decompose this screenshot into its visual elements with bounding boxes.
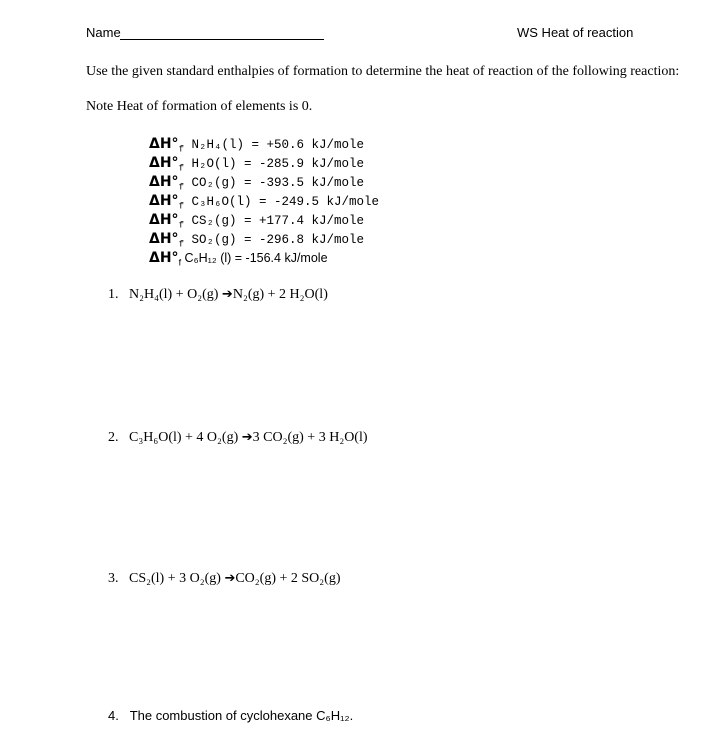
enthalpy-row: $\Delta H^\circ_f$ C₃H₆O(l) = -249.5 kJ/mole bbox=[149, 193, 380, 212]
enthalpy-value: = +177.4 kJ/mole bbox=[236, 214, 365, 228]
enthalpy-row: $\Delta H^\circ_f$ CO₂(g) = -393.5 kJ/mole bbox=[149, 174, 365, 193]
enthalpy-compound: CS₂(g) bbox=[191, 214, 237, 228]
reaction-arrow-icon: ➔ bbox=[221, 287, 233, 302]
enthalpy-compound: C₃H₆O(l) bbox=[191, 195, 252, 209]
enthalpy-row: $\Delta H^\circ_f$ CS₂(g) = +177.4 kJ/mole bbox=[149, 212, 365, 231]
enthalpy-value: = +50.6 kJ/mole bbox=[244, 138, 365, 152]
worksheet-title: WS Heat of reaction bbox=[517, 25, 634, 40]
instruction-text: Use the given standard enthalpies of formation to determine the heat of reaction of the following reaction: bbox=[86, 64, 680, 79]
note-text: Note Heat of formation of elements is 0. bbox=[86, 99, 313, 114]
reaction-arrow-icon: ➔ bbox=[224, 571, 236, 586]
name-blank-line[interactable] bbox=[120, 39, 324, 40]
products: CO₂(g) + 2 SO₂(g) bbox=[235, 571, 341, 586]
enthalpy-value: = -296.8 kJ/mole bbox=[236, 233, 365, 247]
enthalpy-value: = -285.9 kJ/mole bbox=[236, 157, 365, 171]
enthalpy-compound: CO₂(g) bbox=[191, 176, 237, 190]
question-4 bbox=[108, 708, 353, 723]
delta-h-symbol: ΔH° bbox=[149, 212, 179, 228]
enthalpy-row-cyclohexane: $\Delta H^\circ_f$ C₆H₁₂ (l) = -156.4 kJ/mole bbox=[149, 250, 328, 268]
delta-h-symbol: ΔH° bbox=[149, 231, 179, 247]
delta-h-symbol: ΔH° bbox=[149, 174, 179, 190]
products: 3 CO₂(g) + 3 H₂O(l) bbox=[252, 430, 368, 445]
products: N₂(g) + 2 H₂O(l) bbox=[232, 287, 328, 302]
reaction-arrow-icon: ➔ bbox=[241, 430, 253, 445]
enthalpy-row: $\Delta H^\circ_f$ N₂H₄(l) = +50.6 kJ/mole bbox=[149, 136, 365, 155]
question-number: 1. bbox=[108, 287, 119, 302]
reactants: N₂H₄(l) + O₂(g) bbox=[129, 287, 219, 302]
question-number: 3. bbox=[108, 571, 119, 586]
delta-h-symbol: ΔH° bbox=[149, 136, 179, 152]
enthalpy-value: = -393.5 kJ/mole bbox=[236, 176, 365, 190]
question-number: 4. bbox=[108, 708, 119, 723]
enthalpy-cyclohexane-text: C₆H₁₂ (l) = -156.4 kJ/mole bbox=[181, 251, 328, 265]
enthalpy-compound: SO₂(g) bbox=[191, 233, 237, 247]
question-number: 2. bbox=[108, 430, 119, 445]
question-4-text: The combustion of cyclohexane C₆H₁₂. bbox=[129, 708, 354, 723]
question-2 bbox=[108, 430, 368, 446]
enthalpy-row: $\Delta H^\circ_f$ H₂O(l) = -285.9 kJ/mole bbox=[149, 155, 365, 174]
name-label: Name bbox=[86, 25, 121, 40]
enthalpy-row: $\Delta H^\circ_f$ SO₂(g) = -296.8 kJ/mole bbox=[149, 231, 365, 250]
question-3 bbox=[108, 571, 341, 587]
reactants: CS₂(l) + 3 O₂(g) bbox=[129, 571, 221, 586]
question-1 bbox=[108, 287, 328, 303]
enthalpy-compound: H₂O(l) bbox=[191, 157, 237, 171]
delta-h-symbol: ΔH° bbox=[149, 155, 179, 171]
enthalpy-value: = -249.5 kJ/mole bbox=[251, 195, 380, 209]
reactants: C₃H₆O(l) + 4 O₂(g) bbox=[129, 430, 239, 445]
delta-h-symbol: ΔH° bbox=[149, 250, 179, 266]
delta-h-symbol: ΔH° bbox=[149, 193, 179, 209]
enthalpy-compound: N₂H₄(l) bbox=[191, 138, 244, 152]
